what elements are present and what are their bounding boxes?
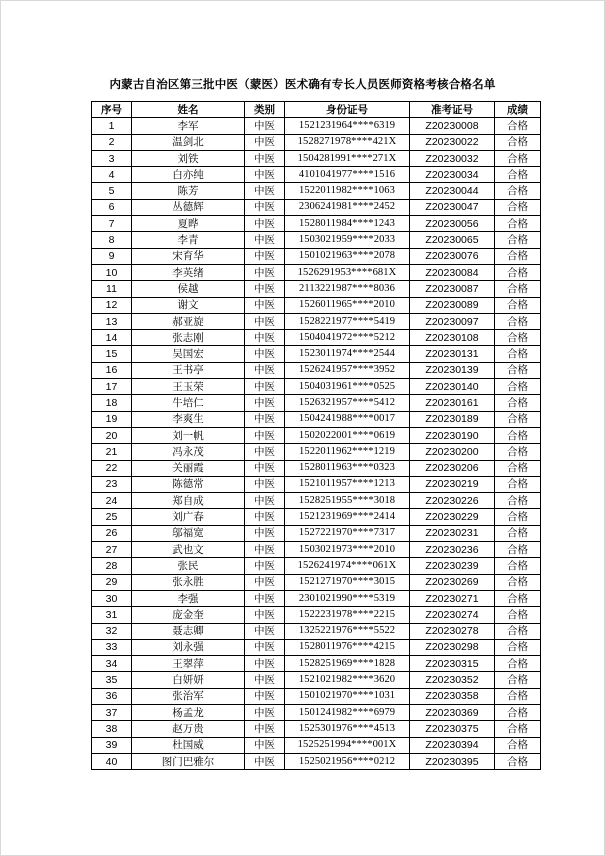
name-cell: 丛德辉 [132,199,245,215]
table-row [92,379,541,395]
serial-cell: 25 [92,509,132,525]
serial-cell: 11 [92,281,132,297]
id-number-cell: 1525301976****4513 [285,721,410,737]
serial-cell: 23 [92,476,132,492]
category-cell: 中医 [245,134,285,150]
serial-cell: 26 [92,525,132,541]
exam-number-cell: Z20230231 [410,525,495,541]
table-row [92,281,541,297]
result-cell: 合格 [495,427,541,443]
serial-cell: 17 [92,379,132,395]
name-cell: 赵万贵 [132,721,245,737]
table-row [92,216,541,232]
table-row [92,639,541,655]
category-cell: 中医 [245,330,285,346]
exam-number-cell: Z20230139 [410,362,495,378]
table-row [92,330,541,346]
id-number-cell: 1522011962****1219 [285,444,410,460]
category-cell: 中医 [245,297,285,313]
exam-number-cell: Z20230352 [410,672,495,688]
result-cell: 合格 [495,460,541,476]
serial-cell: 39 [92,737,132,753]
serial-cell: 5 [92,183,132,199]
exam-number-cell: Z20230034 [410,167,495,183]
category-cell: 中医 [245,623,285,639]
result-cell: 合格 [495,183,541,199]
id-number-cell: 1503021973****2010 [285,542,410,558]
id-number-cell: 2113221987****8036 [285,281,410,297]
category-cell: 中医 [245,167,285,183]
name-cell: 温剑北 [132,134,245,150]
name-cell: 聂志卿 [132,623,245,639]
name-cell: 张治军 [132,688,245,704]
result-cell: 合格 [495,395,541,411]
result-cell: 合格 [495,264,541,280]
serial-cell: 27 [92,542,132,558]
serial-cell: 21 [92,444,132,460]
table-row [92,183,541,199]
serial-cell: 13 [92,313,132,329]
result-cell: 合格 [495,525,541,541]
category-cell: 中医 [245,281,285,297]
header-category: 类别 [245,102,285,118]
category-cell: 中医 [245,427,285,443]
exam-number-cell: Z20230108 [410,330,495,346]
serial-cell: 32 [92,623,132,639]
category-cell: 中医 [245,362,285,378]
category-cell: 中医 [245,509,285,525]
serial-cell: 12 [92,297,132,313]
table-row [92,525,541,541]
result-cell: 合格 [495,704,541,720]
result-cell: 合格 [495,297,541,313]
name-cell: 刘一帆 [132,427,245,443]
table-row [92,672,541,688]
id-number-cell: 1526291953****681X [285,264,410,280]
name-cell: 图门巴雅尔 [132,753,245,769]
exam-number-cell: Z20230358 [410,688,495,704]
serial-cell: 33 [92,639,132,655]
category-cell: 中医 [245,379,285,395]
result-cell: 合格 [495,118,541,134]
id-number-cell: 1528011984****1243 [285,216,410,232]
serial-cell: 16 [92,362,132,378]
serial-cell: 31 [92,607,132,623]
result-cell: 合格 [495,346,541,362]
category-cell: 中医 [245,525,285,541]
exam-number-cell: Z20230219 [410,476,495,492]
table-row [92,199,541,215]
table-row [92,118,541,134]
name-cell: 张永胜 [132,574,245,590]
name-cell: 夏晔 [132,216,245,232]
name-cell: 李英绪 [132,264,245,280]
table-row [92,346,541,362]
exam-number-cell: Z20230189 [410,411,495,427]
id-number-cell: 1528251955****3018 [285,493,410,509]
name-cell: 陈芳 [132,183,245,199]
id-number-cell: 1504241988****0017 [285,411,410,427]
exam-number-cell: Z20230229 [410,509,495,525]
category-cell: 中医 [245,753,285,769]
result-cell: 合格 [495,362,541,378]
table-row [92,704,541,720]
table-row [92,395,541,411]
name-cell: 牛培仁 [132,395,245,411]
name-cell: 郑自成 [132,493,245,509]
result-cell: 合格 [495,150,541,166]
exam-number-cell: Z20230206 [410,460,495,476]
exam-number-cell: Z20230298 [410,639,495,655]
category-cell: 中医 [245,232,285,248]
category-cell: 中医 [245,118,285,134]
result-cell: 合格 [495,509,541,525]
result-cell: 合格 [495,232,541,248]
category-cell: 中医 [245,672,285,688]
name-cell: 郝亚旋 [132,313,245,329]
table-row [92,167,541,183]
table-row [92,590,541,606]
exam-number-cell: Z20230097 [410,313,495,329]
table-row [92,264,541,280]
table-row [92,542,541,558]
exam-number-cell: Z20230190 [410,427,495,443]
serial-cell: 37 [92,704,132,720]
exam-number-cell: Z20230065 [410,232,495,248]
serial-cell: 18 [92,395,132,411]
name-cell: 李青 [132,232,245,248]
result-cell: 合格 [495,199,541,215]
result-cell: 合格 [495,623,541,639]
exam-number-cell: Z20230161 [410,395,495,411]
name-cell: 王书亭 [132,362,245,378]
serial-cell: 30 [92,590,132,606]
name-cell: 杨孟龙 [132,704,245,720]
name-cell: 吴国宏 [132,346,245,362]
table-row [92,688,541,704]
category-cell: 中医 [245,542,285,558]
serial-cell: 38 [92,721,132,737]
exam-number-cell: Z20230375 [410,721,495,737]
table-body [92,118,541,770]
category-cell: 中医 [245,444,285,460]
serial-cell: 1 [92,118,132,134]
exam-number-cell: Z20230087 [410,281,495,297]
category-cell: 中医 [245,150,285,166]
category-cell: 中医 [245,607,285,623]
category-cell: 中医 [245,264,285,280]
serial-cell: 2 [92,134,132,150]
name-cell: 李爽生 [132,411,245,427]
result-cell: 合格 [495,672,541,688]
exam-number-cell: Z20230278 [410,623,495,639]
table-row [92,313,541,329]
category-cell: 中医 [245,558,285,574]
id-number-cell: 1525251994****001X [285,737,410,753]
id-number-cell: 1526241974****061X [285,558,410,574]
header-serial: 序号 [92,102,132,118]
name-cell: 张民 [132,558,245,574]
exam-number-cell: Z20230022 [410,134,495,150]
name-cell: 张志刚 [132,330,245,346]
result-cell: 合格 [495,411,541,427]
exam-number-cell: Z20230084 [410,264,495,280]
table-row [92,134,541,150]
header-id-number: 身份证号 [285,102,410,118]
exam-number-cell: Z20230226 [410,493,495,509]
id-number-cell: 1527221970****7317 [285,525,410,541]
id-number-cell: 1504041972****5212 [285,330,410,346]
document-title: 内蒙古自治区第三批中医（蒙医）医术确有专长人员医师资格考核合格名单 [109,77,496,91]
name-cell: 冯永茂 [132,444,245,460]
name-cell: 邬福宽 [132,525,245,541]
serial-cell: 10 [92,264,132,280]
id-number-cell: 1501021970****1031 [285,688,410,704]
result-cell: 合格 [495,737,541,753]
category-cell: 中医 [245,639,285,655]
header-result: 成绩 [495,102,541,118]
result-cell: 合格 [495,590,541,606]
table-row [92,656,541,672]
table-row [92,721,541,737]
exam-number-cell: Z20230274 [410,607,495,623]
serial-cell: 36 [92,688,132,704]
exam-number-cell: Z20230089 [410,297,495,313]
category-cell: 中医 [245,574,285,590]
exam-number-cell: Z20230008 [410,118,495,134]
id-number-cell: 2301021990****5319 [285,590,410,606]
result-cell: 合格 [495,639,541,655]
id-number-cell: 1526321957****5412 [285,395,410,411]
table-row [92,444,541,460]
name-cell: 杜国威 [132,737,245,753]
name-cell: 李强 [132,590,245,606]
exam-number-cell: Z20230140 [410,379,495,395]
result-cell: 合格 [495,444,541,460]
category-cell: 中医 [245,476,285,492]
id-number-cell: 4101041977****1516 [285,167,410,183]
id-number-cell: 1528271978****421X [285,134,410,150]
category-cell: 中医 [245,199,285,215]
result-cell: 合格 [495,558,541,574]
result-cell: 合格 [495,134,541,150]
id-number-cell: 1521271970****3015 [285,574,410,590]
serial-cell: 3 [92,150,132,166]
result-cell: 合格 [495,216,541,232]
id-number-cell: 1522231978****2215 [285,607,410,623]
id-number-cell: 1528011963****0323 [285,460,410,476]
table-row [92,232,541,248]
result-cell: 合格 [495,313,541,329]
serial-cell: 14 [92,330,132,346]
table-row [92,150,541,166]
header-exam-number: 准考证号 [410,102,495,118]
result-cell: 合格 [495,607,541,623]
exam-number-cell: Z20230315 [410,656,495,672]
category-cell: 中医 [245,395,285,411]
serial-cell: 22 [92,460,132,476]
id-number-cell: 1521021982****3620 [285,672,410,688]
name-cell: 陈德常 [132,476,245,492]
category-cell: 中医 [245,688,285,704]
category-cell: 中医 [245,493,285,509]
name-cell: 侯越 [132,281,245,297]
result-cell: 合格 [495,542,541,558]
table-row [92,297,541,313]
exam-number-cell: Z20230395 [410,753,495,769]
name-cell: 刘铁 [132,150,245,166]
exam-number-cell: Z20230271 [410,590,495,606]
table-row [92,737,541,753]
category-cell: 中医 [245,216,285,232]
name-cell: 李军 [132,118,245,134]
result-cell: 合格 [495,688,541,704]
serial-cell: 40 [92,753,132,769]
table-row [92,607,541,623]
category-cell: 中医 [245,656,285,672]
header-name: 姓名 [132,102,245,118]
exam-number-cell: Z20230200 [410,444,495,460]
category-cell: 中医 [245,313,285,329]
name-cell: 王翠萍 [132,656,245,672]
serial-cell: 9 [92,248,132,264]
table-row [92,476,541,492]
id-number-cell: 1501241982****6979 [285,704,410,720]
id-number-cell: 1522011982****1063 [285,183,410,199]
table-row [92,411,541,427]
serial-cell: 20 [92,427,132,443]
id-number-cell: 1503021959****2033 [285,232,410,248]
category-cell: 中医 [245,460,285,476]
id-number-cell: 1526241957****3952 [285,362,410,378]
result-cell: 合格 [495,493,541,509]
name-cell: 庞金奎 [132,607,245,623]
result-cell: 合格 [495,248,541,264]
serial-cell: 29 [92,574,132,590]
name-cell: 武也文 [132,542,245,558]
result-cell: 合格 [495,379,541,395]
serial-cell: 34 [92,656,132,672]
serial-cell: 8 [92,232,132,248]
table-row [92,248,541,264]
result-cell: 合格 [495,574,541,590]
exam-number-cell: Z20230032 [410,150,495,166]
serial-cell: 35 [92,672,132,688]
result-cell: 合格 [495,753,541,769]
id-number-cell: 2306241981****2452 [285,199,410,215]
id-number-cell: 1528251969****1828 [285,656,410,672]
id-number-cell: 1504031961****0525 [285,379,410,395]
table-row [92,574,541,590]
id-number-cell: 1501021963****2078 [285,248,410,264]
result-cell: 合格 [495,167,541,183]
id-number-cell: 1521231964****6319 [285,118,410,134]
table-row [92,558,541,574]
table-row [92,753,541,769]
table-row [92,509,541,525]
serial-cell: 24 [92,493,132,509]
exam-number-cell: Z20230131 [410,346,495,362]
exam-number-cell: Z20230047 [410,199,495,215]
category-cell: 中医 [245,248,285,264]
name-cell: 白妍妍 [132,672,245,688]
exam-number-cell: Z20230394 [410,737,495,753]
table-row [92,427,541,443]
exam-number-cell: Z20230056 [410,216,495,232]
result-cell: 合格 [495,281,541,297]
category-cell: 中医 [245,411,285,427]
id-number-cell: 1504281991****271X [285,150,410,166]
category-cell: 中医 [245,721,285,737]
serial-cell: 4 [92,167,132,183]
category-cell: 中医 [245,704,285,720]
id-number-cell: 1523011974****2544 [285,346,410,362]
id-number-cell: 1525021956****0212 [285,753,410,769]
name-cell: 谢文 [132,297,245,313]
result-cell: 合格 [495,476,541,492]
table-row [92,623,541,639]
table-row [92,493,541,509]
id-number-cell: 1325221976****5522 [285,623,410,639]
name-cell: 刘永强 [132,639,245,655]
name-cell: 王玉荣 [132,379,245,395]
exam-number-cell: Z20230076 [410,248,495,264]
name-cell: 关丽霞 [132,460,245,476]
id-number-cell: 1502022001****0619 [285,427,410,443]
exam-number-cell: Z20230236 [410,542,495,558]
exam-number-cell: Z20230044 [410,183,495,199]
qualified-list-table [91,101,541,770]
category-cell: 中医 [245,737,285,753]
id-number-cell: 1528221977****5419 [285,313,410,329]
serial-cell: 28 [92,558,132,574]
table-row [92,362,541,378]
serial-cell: 7 [92,216,132,232]
exam-number-cell: Z20230369 [410,704,495,720]
id-number-cell: 1528011976****4215 [285,639,410,655]
category-cell: 中医 [245,346,285,362]
serial-cell: 15 [92,346,132,362]
serial-cell: 19 [92,411,132,427]
category-cell: 中医 [245,183,285,199]
table-row [92,460,541,476]
name-cell: 白亦纯 [132,167,245,183]
result-cell: 合格 [495,656,541,672]
result-cell: 合格 [495,330,541,346]
result-cell: 合格 [495,721,541,737]
id-number-cell: 1521231969****2414 [285,509,410,525]
id-number-cell: 1521011957****1213 [285,476,410,492]
exam-number-cell: Z20230239 [410,558,495,574]
serial-cell: 6 [92,199,132,215]
id-number-cell: 1526011965****2010 [285,297,410,313]
table-header-row [92,102,541,118]
name-cell: 刘广春 [132,509,245,525]
category-cell: 中医 [245,590,285,606]
name-cell: 宋育华 [132,248,245,264]
exam-number-cell: Z20230269 [410,574,495,590]
